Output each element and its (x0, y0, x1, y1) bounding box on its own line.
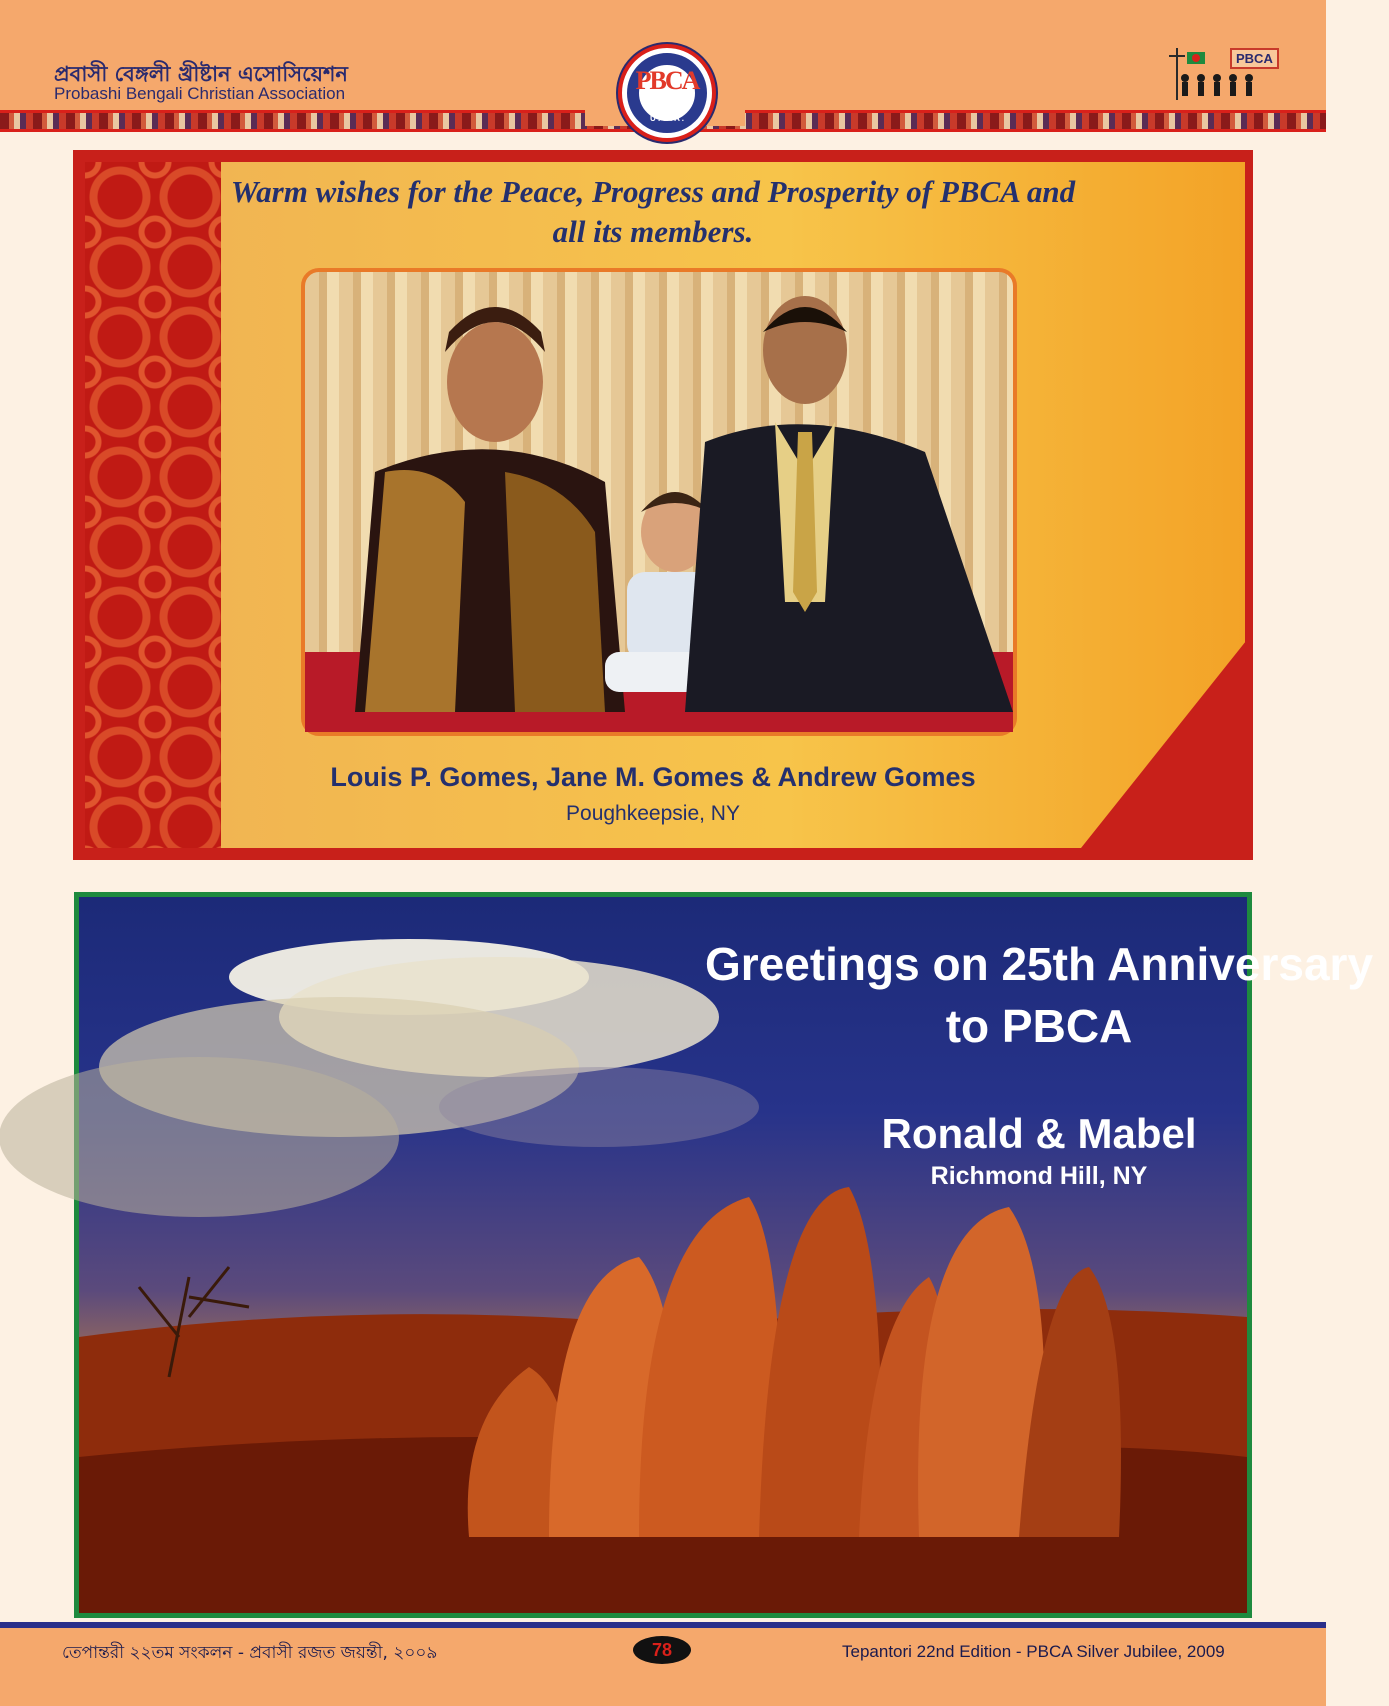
ronald-mabel-greeting (74, 892, 1374, 1618)
footer-english-edition: Tepantori 22nd Edition - PBCA Silver Jubilee, 2009 (842, 1642, 1225, 1661)
logo-letters: PBCA (635, 66, 699, 95)
pbca-tag: PBCA (1230, 48, 1279, 69)
logo-country: U . S . A . (649, 114, 685, 123)
footer-bengali-edition: তেপান্তরী ২২তম সংকলন - প্রবাসী রজত জয়ন্তী, ২০০৯ (62, 1643, 438, 1663)
greeting-location: Richmond Hill, NY (930, 1162, 1148, 1190)
greeting-names: Ronald & Mabel (881, 1110, 1197, 1157)
ornamental-border-pattern (85, 162, 225, 848)
gomes-family-greeting (73, 150, 1253, 860)
pbca-emblem-icon (618, 44, 716, 142)
anniversary-greeting: Greetings on 25th Anniversary to PBCA (704, 938, 1374, 1052)
page-footer (0, 1622, 1326, 1706)
family-names: Louis P. Gomes, Jane M. Gomes & Andrew Gomes (330, 762, 976, 792)
greeting-heading: Warm wishes for the Peace, Progress and Prosperity of PBCA and all its members. (230, 174, 1076, 249)
page-number: 78 (633, 1636, 691, 1664)
family-photo (301, 268, 1017, 736)
org-name-bengali: প্রবাসী বেঙ্গলী খ্রীষ্টান এসোসিয়েশন (54, 62, 348, 86)
family-location: Poughkeepsie, NY (566, 802, 740, 825)
org-name-english: Probashi Bengali Christian Association (54, 84, 346, 103)
